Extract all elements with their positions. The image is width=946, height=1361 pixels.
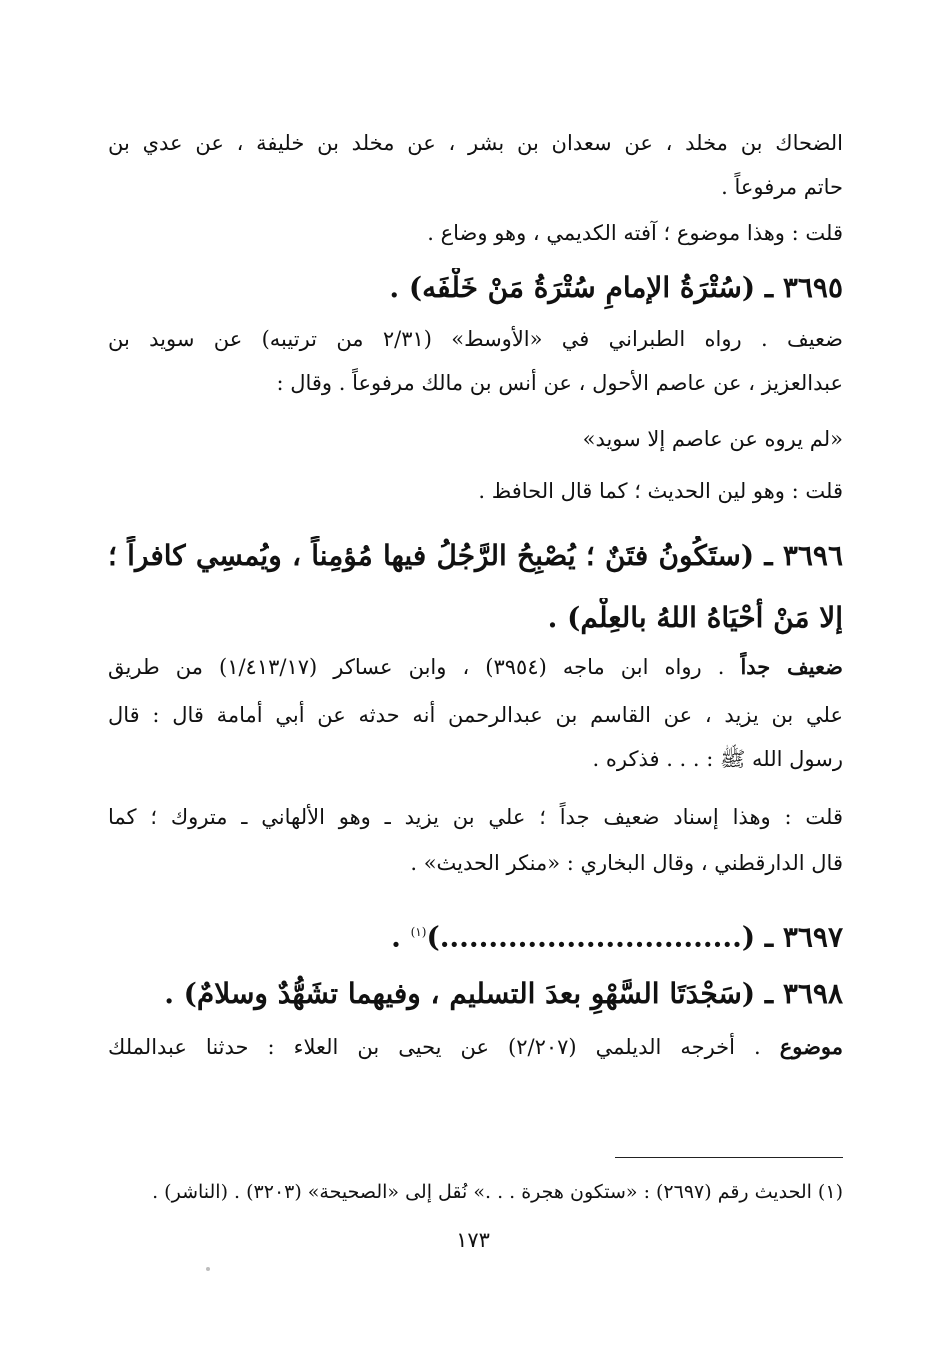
hadith-3696-body-line-1	[108, 652, 843, 700]
hadith-3696-note-line-1: قلت : وهذا إسناد ضعيف جداً ؛ علي بن يزيد ـ وهو الألهاني ـ متروك ؛ كما	[108, 805, 843, 829]
continuation-line-2: حاتم مرفوعاً .	[721, 175, 843, 199]
hadith-3698-grade: موضوع	[779, 1034, 843, 1059]
hadith-3696-body-line-2: علي بن يزيد ، عن القاسم بن عبدالرحمن أنه حدثه عن أبي أمامة قال : قال	[108, 703, 843, 727]
scan-speck	[206, 1267, 210, 1271]
footnote: (١) الحديث رقم (٢٦٩٧) : «ستكون هجرة . . .» نُقل إلى «الصحيحة» (٣٢٠٣) . (الناشر) .	[152, 1181, 843, 1203]
hadith-3695-title: ٣٦٩٥ ـ (سُتْرَةُ الإمامِ سُتْرَةُ مَنْ خَلْفَه) .	[389, 271, 843, 304]
hadith-3698-title: ٣٦٩٨ ـ (سَجْدَتَا السَّهْوِ بعدَ التسليم ، وفيهما تشَهُّدٌ وسلامٌ) .	[164, 977, 843, 1010]
hadith-3697-entry	[108, 912, 843, 974]
hadith-3695-quote: «لم يروه عن عاصم إلا سويد»	[582, 427, 843, 451]
hadith-3695-note: قلت : وهو لين الحديث ؛ كما قال الحافظ .	[478, 479, 843, 503]
hadith-3696-title-line-1: ٣٦٩٦ ـ (ستَكُونُ فتَنٌ ؛ يُصْبِحُ الرَّجُلُ فيها مُؤمِناً ، ويُمسِي كافراً ؛	[108, 539, 843, 572]
hadith-3696-grade: ضعيف جداً	[740, 654, 843, 679]
page-number: ١٧٣	[456, 1228, 490, 1252]
hadith-3698-body-line-1-text: . أخرجه الديلمي (٢/٢٠٧) عن يحيى بن العلاء : حدثنا عبدالملك	[108, 1035, 761, 1059]
hadith-3697-end: .	[391, 920, 411, 954]
page-body	[108, 128, 843, 1076]
hadith-3696-body-line-3: رسول الله ﷺ : . . . فذكره .	[592, 747, 843, 771]
hadith-3695-body-line-2: عبدالعزيز ، عن عاصم الأحول ، عن أنس بن مالك مرفوعاً . وقال :	[276, 371, 843, 395]
hadith-3696-title-line-2: إلا مَنْ أحْيَاهُ اللهُ بالعِلْم) .	[547, 601, 843, 634]
hadith-3697-dots: ...............................	[439, 920, 742, 954]
hadith-3696-note-line-2: قال الدارقطني ، وقال البخاري : «منكر الحديث» .	[410, 851, 843, 875]
hadith-3697-close: )	[426, 920, 440, 954]
continuation-line-1: الضحاك بن مخلد ، عن سعدان بن بشر ، عن مخلد بن خليفة ، عن عدي بن	[108, 131, 843, 155]
hadith-3695-body-line-1: ضعيف . رواه الطبراني في «الأوسط» (٢/٣١ من ترتيبه) عن سويد بن	[108, 327, 843, 351]
hadith-3697-number: ٣٦٩٧ ـ (	[741, 920, 843, 954]
continuation-note: قلت : وهذا موضوع ؛ آفته الكديمي ، وهو وضاع .	[427, 221, 843, 245]
footnote-separator	[615, 1157, 843, 1158]
hadith-3698-body-line-1	[108, 1032, 843, 1076]
footnote-ref: (١)	[410, 925, 427, 939]
hadith-3696-body-line-1-text: . رواه ابن ماجه (٣٩٥٤) ، وابن عساكر (١/٤١٣/١٧) من طريق	[108, 655, 725, 679]
